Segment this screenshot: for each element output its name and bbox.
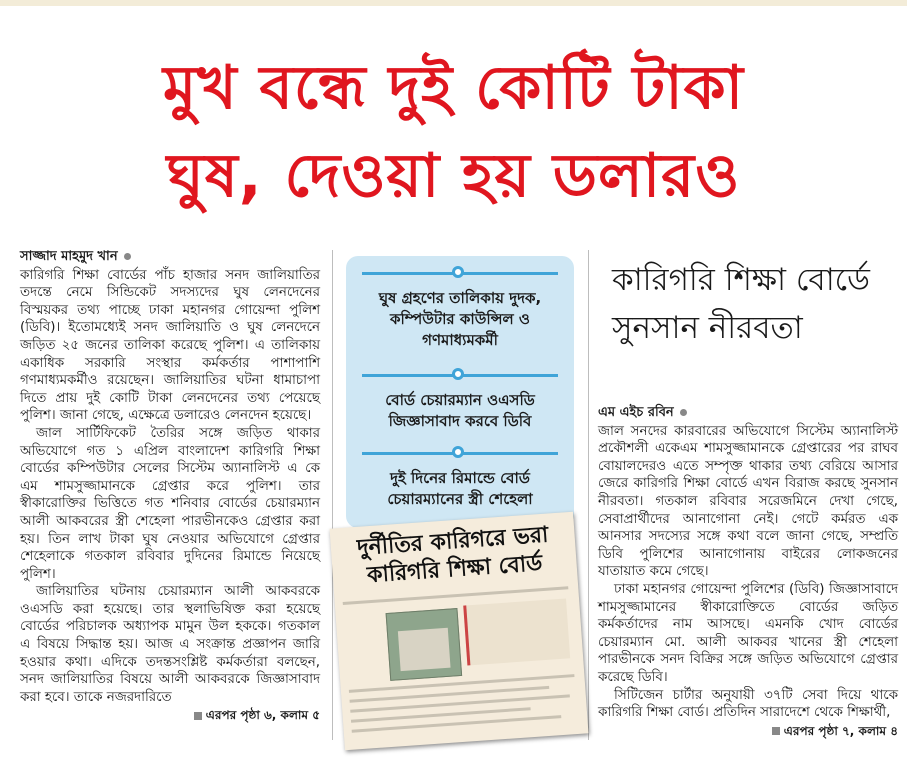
headline-line-2: ঘুষ, দেওয়া হয় ডলারও bbox=[166, 141, 741, 211]
left-story bbox=[20, 248, 320, 725]
column-divider bbox=[588, 250, 589, 740]
highlight-item: বোর্ড চেয়ারম্যান ওএসডি জিজ্ঞাসাবাদ করবে ডিবি bbox=[385, 391, 535, 430]
square-icon bbox=[194, 712, 202, 720]
headline-line-1: মুখ বন্ধে দুই কোটি টাকা bbox=[162, 53, 745, 123]
right-byline-name: এম এইচ রবিন bbox=[598, 405, 674, 420]
inset-quote-box bbox=[463, 598, 570, 665]
circle-icon bbox=[452, 446, 464, 458]
connector bbox=[362, 452, 558, 455]
square-icon bbox=[772, 727, 780, 735]
top-strip bbox=[0, 0, 907, 6]
right-paragraph: সিটিজেন চার্টার অনুযায়ী ৩৭টি সেবা দিয়ে থাকে কারিগরি শিক্ষা বোর্ড। প্রতিদিন সারাদেশে থেকে শিক্ষার্থী, bbox=[598, 687, 898, 721]
left-paragraph: কারিগরি শিক্ষা বোর্ডের পাঁচ হাজার সনদ জালিয়াতির তদন্তে নেমে সিন্ডিকেট সদস্যদের ঘুষ লেনদেনের বিস্ময়কর তথ্য পাচ্ছে ঢাকা মহানগর গোয়েন্দা পুলিশ (ডিবি)। ইতোমধ্যেই সনদ জালিয়াতি ও ঘুষ লেনদেনে জড়িত ২৫ জনের তালিকা করেছে পুলিশ। এ তালিকায় একাধিক সরকারি সংস্থার কর্মকর্তার পাশাপাশি গণমাধ্যমকর্মীও রয়েছেন। জালিয়াতির ঘটনা ধামাচাপা দিতে প্রায় দুই কোটি টাকা লেনদেনের তথ্য পেয়েছে পুলিশ। জানা গেছে, এক্ষেত্রে ডলারেও লেনদেন হয়েছে। bbox=[20, 267, 320, 424]
inset-text-line bbox=[349, 674, 575, 693]
column-divider bbox=[332, 250, 333, 740]
left-byline bbox=[20, 248, 320, 266]
highlights-panel bbox=[346, 256, 574, 528]
highlight-item: ঘুষ গ্রহণের তালিকায় দুদক, কম্পিউটার কাউন্সিল ও গণমাধ্যমকর্মী bbox=[378, 289, 542, 349]
left-paragraph: জাল সার্টিফিকেট তৈরির সঙ্গে জড়িত থাকার অভিযোগে গত ১ এপ্রিল বাংলাদেশ কারিগরি শিক্ষা বোর্ডের কম্পিউটার সেলের সিস্টেম অ্যানালিস্ট এ কে এম শামসুজ্জামানকে গ্রেপ্তার করে পুলিশ। তার স্বীকারোক্তির ভিত্তিতে গত শনিবার বোর্ডের চেয়ারম্যান আলী আকবরের স্ত্রী শেহেলা পারভীনকেও গ্রেপ্তার করা হয়। তিন লাখ টাকা ঘুষ নেওয়ার অভিযোগে গ্রেপ্তার শেহেলাকে গতকাল রবিবার দুদিনের রিমান্ডে নিয়েছে পুলিশ। bbox=[20, 425, 320, 582]
headline bbox=[0, 44, 907, 220]
right-story bbox=[598, 404, 898, 740]
left-continued-label: এরপর পৃষ্ঠা ৬, কলাম ৫ bbox=[205, 708, 320, 723]
left-byline-name: সাজ্জাদ মাহমুদ খান bbox=[20, 249, 118, 264]
right-paragraph: জাল সনদের কারবারের অভিযোগে সিস্টেম অ্যানালিস্ট প্রকৌশলী একেএম শামসুজ্জামানকে গ্রেপ্তারের পর রাঘব বোয়ালদেরও এতে সম্পৃক্ত থাকার তথ্য বেরিয়ে আসার জেরে কারিগরি শিক্ষা বোর্ডে এখন বিরাজ করছে সুনসান নীরবতা। গতকাল রবিবার সরেজমিনে দেখা গেছে, সেবাপ্রার্থীদের আনাগোনা নেই। গেটে কর্মরত এক আনসার সদস্যের সঙ্গে কথা বলে জানা গেছে, সম্প্রতি ডিবি পুলিশের আনাগোনায় বাইরের লোকজনের যাতায়াত কমে গেছে। bbox=[598, 423, 898, 580]
circle-icon bbox=[452, 266, 464, 278]
connector bbox=[362, 272, 558, 275]
circle-icon bbox=[452, 368, 464, 380]
left-paragraph: জালিয়াতির ঘটনায় চেয়ারম্যান আলী আকবরকে ওএসডি করা হয়েছে। তার স্থলাভিষিক্ত করা হয়েছে বোর্ডের পরিচালক অধ্যাপক মামুন উল হককে। গতকাল এ বিষয়ে সিদ্ধান্ত হয়। আজ এ সংক্রান্ত প্রজ্ঞাপন জারি হওয়ার কথা। এদিকে তদন্তসংশ্লিষ্ট কর্মকর্তারা বলছেন, সনদ জালিয়াতির বিষয়ে আলী আকবরকে জিজ্ঞাসাবাদ করা হবে। তাকে নজরদারিতে bbox=[20, 584, 320, 705]
building-photo bbox=[386, 608, 463, 681]
right-byline bbox=[598, 404, 898, 422]
right-subhead: কারিগরি শিক্ষা বোর্ডে সুনসান নীরবতা bbox=[612, 262, 870, 346]
highlight-item: দুই দিনের রিমান্ডে বোর্ড চেয়ারম্যানের স্ত্রী শেহেলা bbox=[387, 469, 533, 508]
bullet-icon bbox=[124, 253, 131, 260]
bullet-icon bbox=[680, 409, 687, 416]
connector bbox=[362, 374, 558, 377]
building-icon bbox=[398, 628, 451, 671]
right-continued[interactable] bbox=[772, 723, 898, 741]
inset-title: দুর্নীতির কারিগরে ভরা কারিগরি শিক্ষা বোর্ড bbox=[356, 522, 550, 589]
inset-clipping bbox=[330, 512, 589, 750]
left-continued[interactable] bbox=[194, 707, 320, 725]
right-continued-label: এরপর পৃষ্ঠা ৭, কলাম ৪ bbox=[783, 723, 898, 738]
right-paragraph: ঢাকা মহানগর গোয়েন্দা পুলিশের (ডিবি) জিজ্ঞাসাবাদে শামসুজ্জামানের স্বীকারোক্তিতে বোর্ডের জড়িত কর্মকর্তাদের নাম আসছে। এমনকি খোদ বোর্ডের চেয়ারম্যান মো. আলী আকবর খানের স্ত্রী শেহেলা পারভীনকে সনদ বিক্রির সঙ্গে জড়িত অভিযোগে গ্রেপ্তার করেছে ডিবি। bbox=[598, 581, 898, 685]
